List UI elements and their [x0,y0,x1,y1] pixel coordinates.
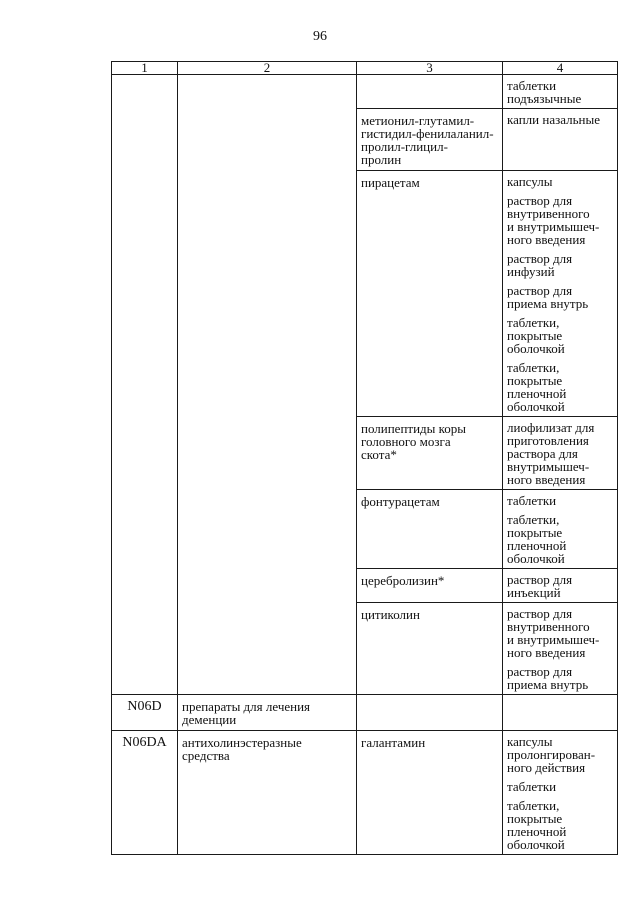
dosage-form: таблетки, покрытые пленочной оболочкой [507,360,567,414]
dosage-form: таблетки, покрытые пленочной оболочкой [507,512,567,566]
dosage-forms-cell [503,75,618,109]
dosage-forms-cell [503,731,618,855]
dosage-forms-list [503,731,617,854]
drug-name-cell [357,75,503,109]
dosage-form: капсулы [507,174,553,189]
anatomical-group-cell-empty [178,75,357,695]
drug-name: галантамин [361,735,426,750]
dosage-forms-cell [503,109,618,171]
drug-name: цитиколин [361,607,420,622]
drug-name: церебролизин* [361,573,445,588]
dosage-forms-list [503,490,617,568]
dosage-form: раствор для приема внутрь [507,664,589,692]
dosage-forms-cell [503,603,618,695]
dosage-forms-list [503,109,617,129]
dosage-forms-list [503,171,617,416]
atc-code: N06D [127,699,162,714]
dosage-form: капли назальные [507,112,600,127]
dosage-forms-cell [503,171,618,417]
dosage-form: раствор для инфузий [507,251,573,279]
dosage-forms-cell [503,569,618,603]
drug-name-cell [357,569,503,603]
dosage-form: капсулы пролонгирован- ного действия [507,734,596,775]
column-number-3: 3 [357,62,503,75]
drug-name: пирацетам [361,175,420,190]
dosage-form: раствор для инъекций [507,572,573,600]
dosage-forms-list [503,695,617,702]
dosage-forms-list [503,75,617,108]
drug-name-cell [357,490,503,569]
dosage-forms-cell [503,490,618,569]
drug-name-cell [357,731,503,855]
table-header-row [112,62,618,75]
drug-name-cell [357,695,503,731]
atc-code-cell-empty [112,75,178,695]
anatomical-group-name: антихолинэстеразные средства [182,735,302,763]
dosage-form: таблетки подъязычные [507,78,582,106]
dosage-forms-cell [503,417,618,490]
dosage-form: раствор для приема внутрь [507,283,589,311]
anatomical-group-cell [178,695,357,731]
page-number: 96 [313,29,327,44]
drug-name-cell [357,417,503,490]
column-number-2: 2 [178,62,357,75]
drug-name: полипептиды коры головного мозга скота* [361,421,467,462]
dosage-form: таблетки, покрытые оболочкой [507,315,565,356]
column-number-4: 4 [503,62,618,75]
column-number-1: 1 [112,62,178,75]
atc-code-cell [112,731,178,855]
atc-code-cell [112,695,178,731]
drug-name: фонтурацетам [361,494,440,509]
table-row [112,75,618,109]
dosage-forms-cell [503,695,618,731]
drug-name-cell [357,603,503,695]
anatomical-group-cell [178,731,357,855]
anatomical-group-name: препараты для лечения деменции [182,699,311,727]
drug-name [357,75,502,84]
table-body [112,75,618,855]
table-row [112,695,618,731]
drug-name [357,695,502,704]
drug-name: метионил-глутамил- гистидил-фенилаланил- пролил-глицил- пролин [361,113,494,167]
dosage-form: таблетки [507,493,557,508]
drug-name-cell [357,171,503,417]
dosage-forms-list [503,417,617,489]
dosage-forms-list [503,603,617,694]
dosage-form: лиофилизат для приготовления раствора для внутримышеч- ного введения [507,420,595,487]
dosage-form: раствор для внутривенного и внутримышеч- ного введения [507,606,600,660]
dosage-forms-list [503,569,617,602]
dosage-form: раствор для внутривенного и внутримышеч- ного введения [507,193,600,247]
atc-code: N06DA [122,735,167,750]
dosage-form: таблетки [507,779,557,794]
drug-table [111,61,618,855]
table-row [112,731,618,855]
drug-name-cell [357,109,503,171]
dosage-form: таблетки, покрытые пленочной оболочкой [507,798,567,852]
